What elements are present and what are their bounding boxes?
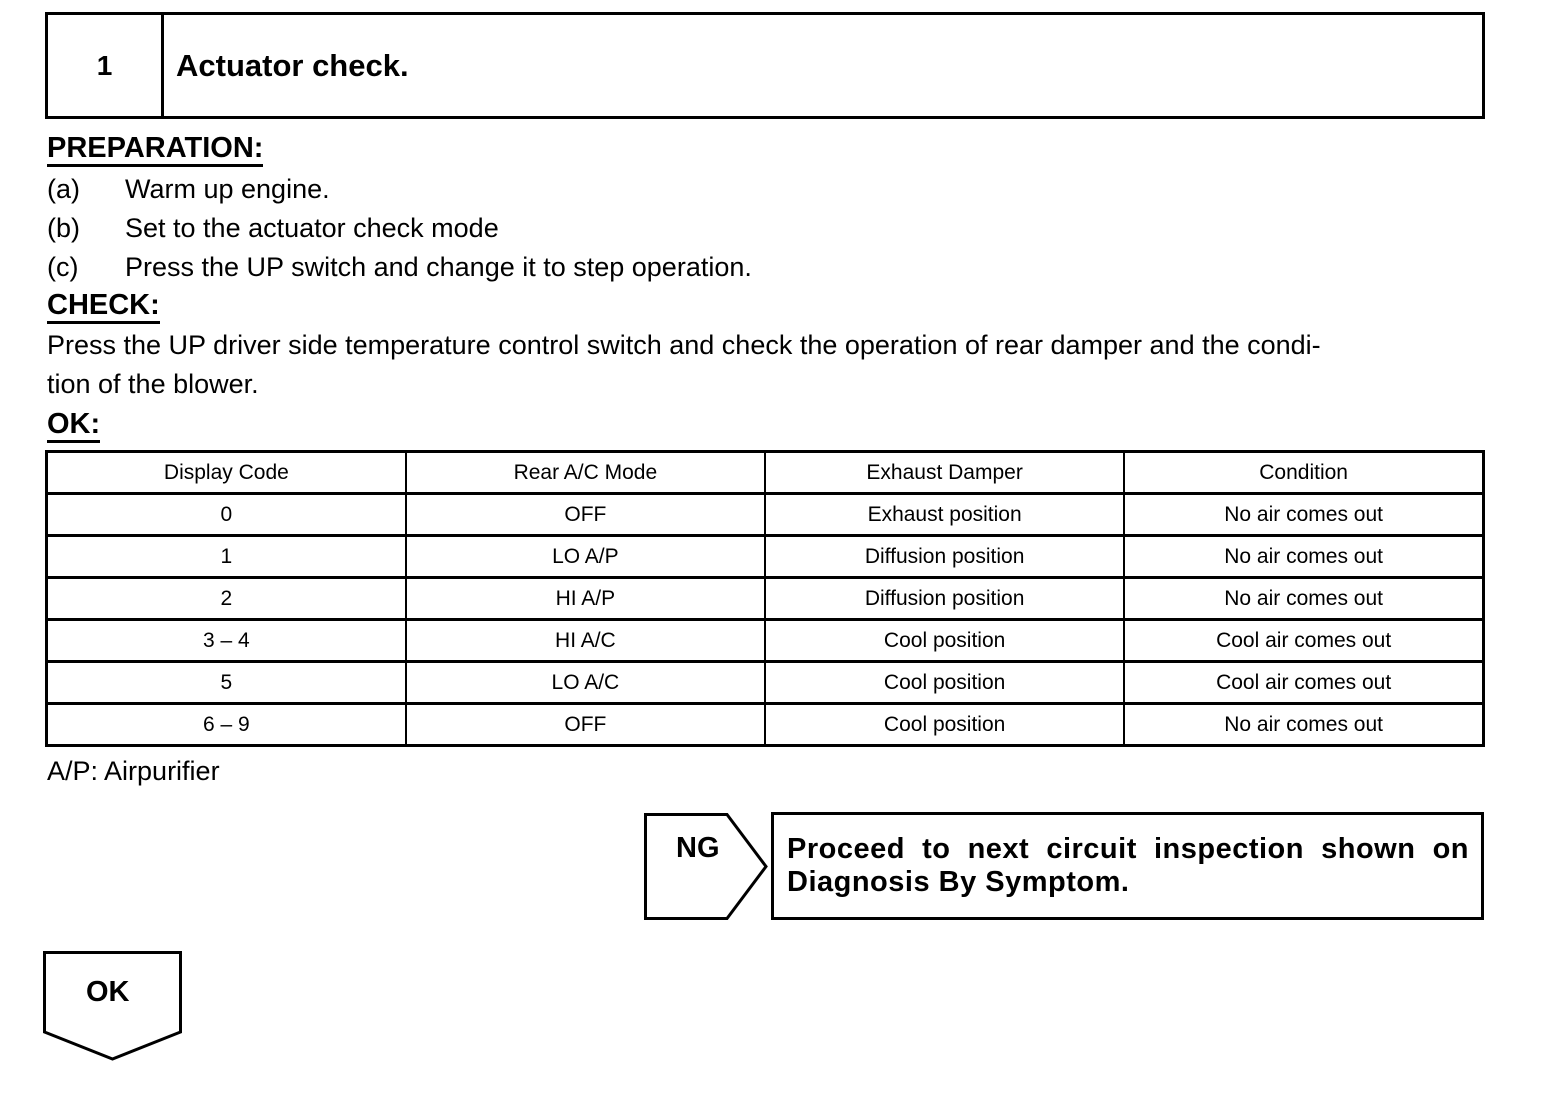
step-number: 1 <box>48 15 164 116</box>
preparation-item <box>47 171 330 207</box>
table-cell: No air comes out <box>1124 578 1483 620</box>
table-header-row <box>47 452 1484 494</box>
table-cell: No air comes out <box>1124 536 1483 578</box>
preparation-item-text: Press the UP switch and change it to step operation. <box>125 252 752 282</box>
table-cell: 6 – 9 <box>47 704 406 746</box>
preparation-item-tag: (a) <box>47 174 80 204</box>
table-cell: No air comes out <box>1124 494 1483 536</box>
preparation-item-text: Set to the actuator check mode <box>125 213 499 243</box>
step-header <box>45 12 1485 119</box>
table-cell: OFF <box>406 494 765 536</box>
table-row <box>47 494 1484 536</box>
table-cell: 5 <box>47 662 406 704</box>
table-cell: 1 <box>47 536 406 578</box>
preparation-item-tag: (b) <box>47 213 80 243</box>
table-cell: Diffusion position <box>765 536 1124 578</box>
check-text-line-2: tion of the blower. <box>47 369 259 399</box>
table-cell: Exhaust position <box>765 494 1124 536</box>
ok-conditions-table <box>45 450 1485 747</box>
preparation-item-text: Warm up engine. <box>125 174 330 204</box>
abbreviation-footnote: A/P: Airpurifier <box>47 756 220 786</box>
table-cell: 0 <box>47 494 406 536</box>
preparation-heading: PREPARATION: <box>47 132 263 167</box>
table-row <box>47 662 1484 704</box>
table-cell: Cool air comes out <box>1124 662 1483 704</box>
table-cell: Diffusion position <box>765 578 1124 620</box>
table-cell: HI A/C <box>406 620 765 662</box>
table-row <box>47 620 1484 662</box>
column-header: Display Code <box>47 452 406 494</box>
table-cell: 2 <box>47 578 406 620</box>
table-cell: Cool air comes out <box>1124 620 1483 662</box>
ng-arrow-icon <box>644 813 768 920</box>
step-title: Actuator check. <box>176 47 409 83</box>
column-header: Condition <box>1124 452 1483 494</box>
table-row <box>47 704 1484 746</box>
table-cell: Cool position <box>765 620 1124 662</box>
ok-label: OK <box>86 976 130 1008</box>
table-cell: 3 – 4 <box>47 620 406 662</box>
table-cell: Cool position <box>765 662 1124 704</box>
ng-label: NG <box>676 832 720 864</box>
ng-instruction-box: Proceed to next circuit inspection shown on Diagnosis By Symptom. <box>771 812 1484 920</box>
table-cell: LO A/P <box>406 536 765 578</box>
table-cell: HI A/P <box>406 578 765 620</box>
table-cell: LO A/C <box>406 662 765 704</box>
preparation-item <box>47 210 499 246</box>
preparation-item <box>47 249 752 285</box>
table-cell: Cool position <box>765 704 1124 746</box>
table-cell: No air comes out <box>1124 704 1483 746</box>
column-header: Rear A/C Mode <box>406 452 765 494</box>
ok-heading: OK: <box>47 408 100 443</box>
table-row <box>47 578 1484 620</box>
column-header: Exhaust Damper <box>765 452 1124 494</box>
table-row <box>47 536 1484 578</box>
check-heading: CHECK: <box>47 289 160 324</box>
table-cell: OFF <box>406 704 765 746</box>
preparation-item-tag: (c) <box>47 252 79 282</box>
check-text-line-1: Press the UP driver side temperature control switch and check the operation of rear damper and the condi- <box>47 330 1321 360</box>
